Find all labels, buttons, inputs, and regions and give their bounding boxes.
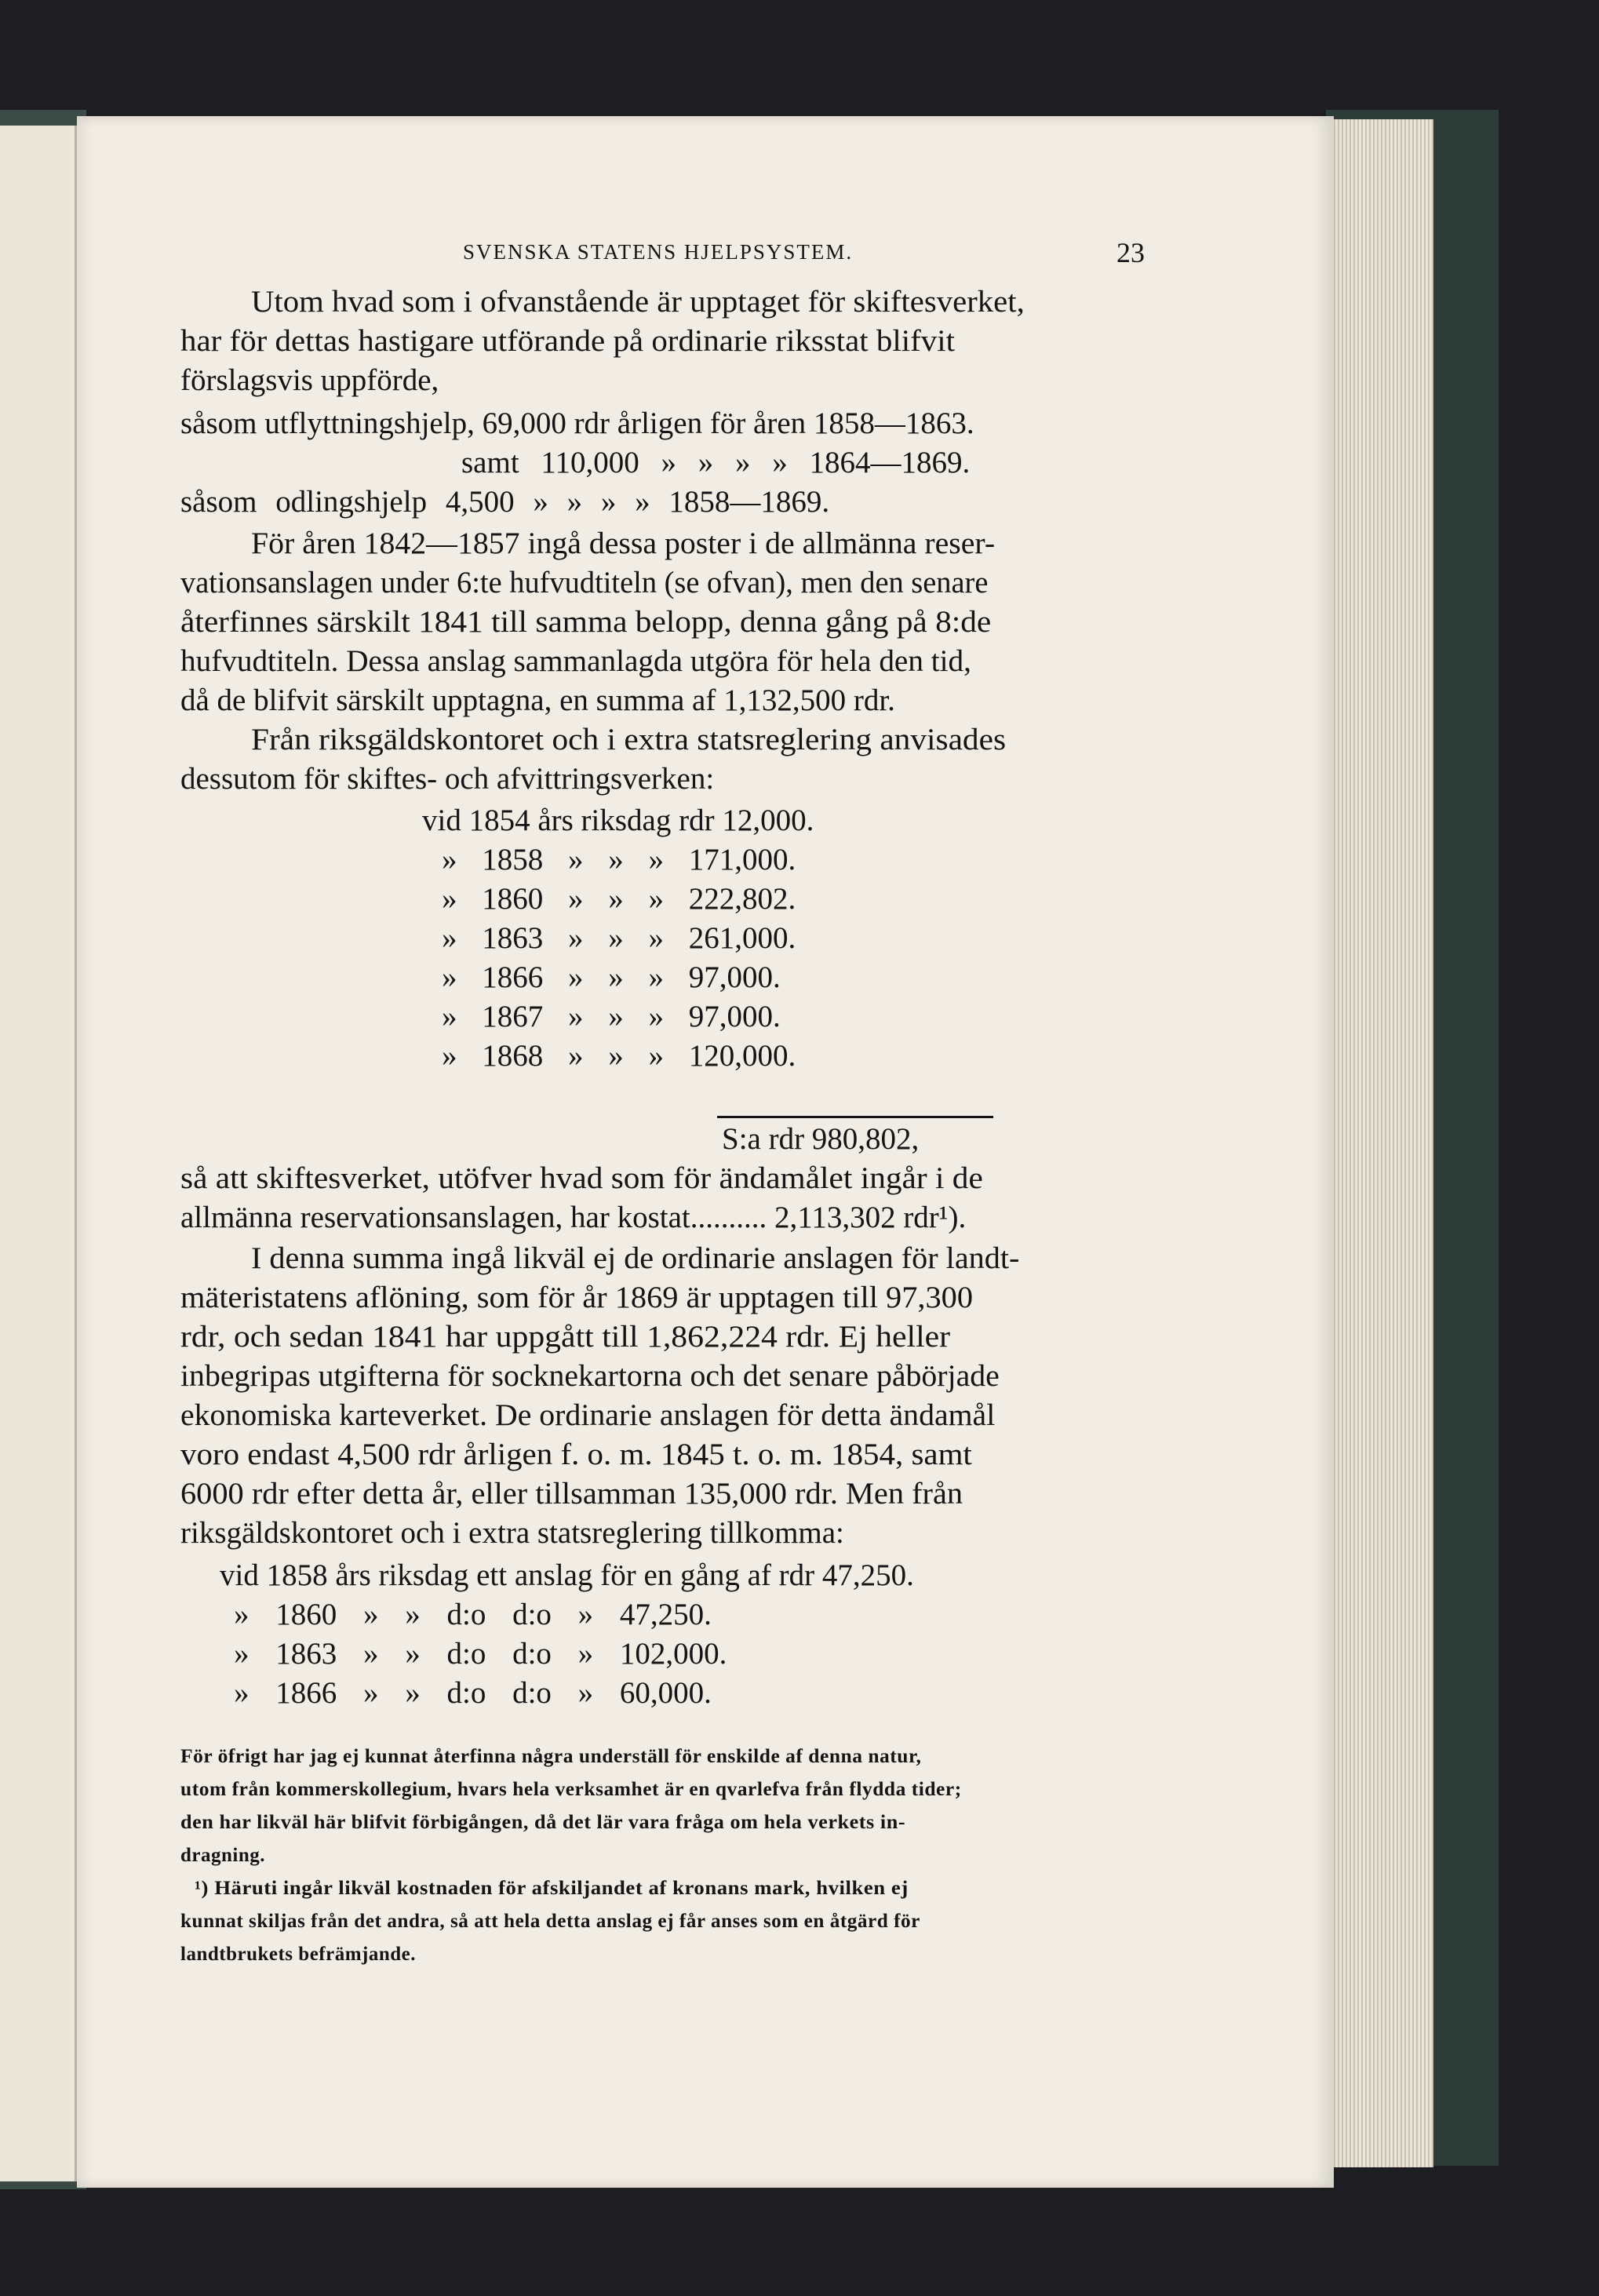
- body-line: såsom odlingshjelp 4,500 » » » » 1858—1869.: [180, 485, 830, 519]
- sum-rule: [717, 1116, 993, 1118]
- body-line: dessutom för skiftes- och afvittringsverken:: [180, 762, 715, 796]
- footnote-line: landtbrukets befrämjande.: [180, 1944, 417, 1965]
- body-line: voro endast 4,500 rdr årligen f. o. m. 1845 t. o. m. 1854, samt: [180, 1438, 972, 1471]
- body-line: 6000 rdr efter detta år, eller tillsamman 135,000 rdr. Men från: [180, 1477, 963, 1511]
- book-page: [77, 116, 1334, 2188]
- allocation-row: » 1866 » » » 97,000.: [442, 960, 781, 994]
- footnote-line: För öfrigt har jag ej kunnat återfinna några underställ för enskilde af denna natur,: [180, 1746, 922, 1767]
- body-line: hufvudtiteln. Dessa anslag sammanlagda utgöra för hela den tid,: [180, 644, 971, 678]
- body-line: har för dettas hastigare utförande på ordinarie riksstat blifvit: [180, 324, 955, 358]
- body-line: rdr, och sedan 1841 har uppgått till 1,862,224 rdr. Ej heller: [180, 1320, 951, 1354]
- grant-row: » 1863 » » d:o d:o » 102,000.: [234, 1637, 727, 1671]
- body-line: såsom utflyttningshjelp, 69,000 rdr årligen för åren 1858—1863.: [180, 406, 974, 440]
- body-line: mäteristatens aflöning, som för år 1869 är upptagen till 97,300: [180, 1281, 974, 1314]
- footnote-line: den har likväl här blifvit förbigången, då det lär vara fråga om hela verkets in-: [180, 1812, 906, 1833]
- allocation-row: » 1868 » » » 120,000.: [442, 1039, 796, 1073]
- footnote-line: utom från kommerskollegium, hvars hela verksamhet är en qvarlefva från flydda tider;: [180, 1779, 962, 1800]
- body-line: samt 110,000 » » » » 1864—1869.: [461, 446, 971, 479]
- sum-line: S:a rdr 980,802,: [722, 1122, 920, 1156]
- running-head: SVENSKA STATENS HJELPSYSTEM.: [463, 240, 854, 264]
- body-line: förslagsvis uppförde,: [180, 363, 439, 397]
- body-line: ekonomiska karteverket. De ordinarie anslagen för detta ändamål: [180, 1398, 996, 1432]
- allocation-row: » 1858 » » » 171,000.: [442, 843, 796, 876]
- page-stack-edge: [1330, 119, 1433, 2167]
- footnote-line: kunnat skiljas från det andra, så att hela detta anslag ej får anses som en åtgärd för: [180, 1911, 920, 1932]
- page-number: 23: [1116, 237, 1145, 268]
- allocation-row: » 1863 » » » 261,000.: [442, 921, 796, 955]
- body-line: då de blifvit särskilt upptagna, en summa af 1,132,500 rdr.: [180, 683, 895, 717]
- body-line: I denna summa ingå likväl ej de ordinarie anslagen för landt-: [251, 1241, 1020, 1275]
- previous-page-edge: [0, 126, 77, 2181]
- grant-row: vid 1858 års riksdag ett anslag för en gång af rdr 47,250.: [220, 1558, 914, 1592]
- body-line: inbegripas utgifterna för socknekartorna och det senare påbörjade: [180, 1359, 1000, 1393]
- allocation-row: » 1867 » » » 97,000.: [442, 1000, 781, 1033]
- body-line: Från riksgäldskontoret och i extra statsreglering anvisades: [251, 723, 1007, 756]
- footnote-line: ¹) Häruti ingår likväl kostnaden för afskiljandet af kronans mark, hvilken ej: [195, 1878, 909, 1899]
- grant-row: » 1866 » » d:o d:o » 60,000.: [234, 1676, 712, 1710]
- allocation-row: » 1860 » » » 222,802.: [442, 882, 796, 916]
- footnote-line: dragning.: [180, 1845, 266, 1866]
- allocation-row: vid 1854 års riksdag rdr 12,000.: [422, 804, 814, 837]
- body-line: För åren 1842—1857 ingå dessa poster i de allmänna reser-: [251, 527, 996, 560]
- body-line: återfinnes särskilt 1841 till samma belopp, denna gång på 8:de: [180, 605, 992, 639]
- body-line: vationsanslagen under 6:te hufvudtiteln (se ofvan), men den senare: [180, 566, 989, 600]
- body-line: Utom hvad som i ofvanstående är upptaget för skiftesverket,: [251, 285, 1025, 319]
- grant-row: » 1860 » » d:o d:o » 47,250.: [234, 1598, 712, 1631]
- body-line: så att skiftesverket, utöfver hvad som för ändamålet ingår i de: [180, 1161, 983, 1195]
- body-line: allmänna reservationsanslagen, har kostat.......... 2,113,302 rdr¹).: [180, 1201, 967, 1234]
- body-line: riksgäldskontoret och i extra statsreglering tillkomma:: [180, 1516, 844, 1550]
